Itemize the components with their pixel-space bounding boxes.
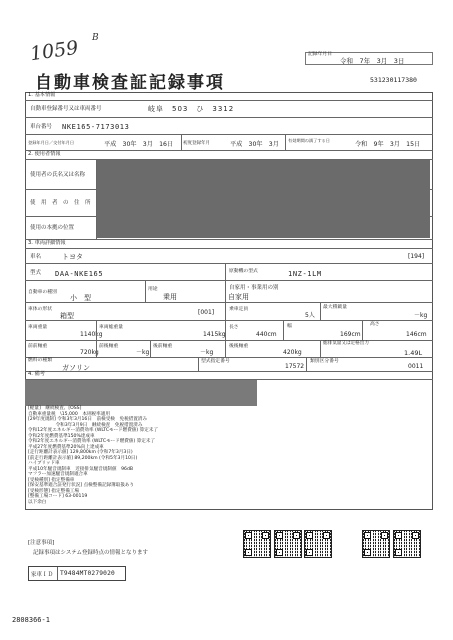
vin-label: 車台番号 <box>30 124 53 130</box>
qr-code-4 <box>362 530 390 558</box>
divider <box>25 248 433 249</box>
handwritten-b: B <box>92 33 99 43</box>
rear-rear-axle-value: 420kg <box>283 349 302 356</box>
fuel-label: 燃料の種類 <box>28 358 52 363</box>
maker-code: [194] <box>408 253 425 260</box>
remark-line: [前走行距離計表示値] 89,200km (令和5年3月10日) <box>28 455 138 461</box>
record-date-label: 記録年月日 <box>308 52 332 57</box>
height-value: 146cm <box>406 331 427 338</box>
record-date-value: 令和 7年 3月 3日 <box>340 57 405 65</box>
displacement-value: 1.49L <box>404 349 423 357</box>
category-number-value: 0011 <box>408 363 424 370</box>
fuel-value: ガソリン <box>62 364 90 372</box>
height-label: 高さ <box>370 322 380 327</box>
first-reg-label: 登録年月日／交付年月日 <box>28 140 75 145</box>
first-reg-short-label: 初度登録年月 <box>183 141 210 146</box>
remarks-list <box>28 406 258 505</box>
user-info-redaction <box>97 160 430 238</box>
handwritten-id: 1059 <box>28 36 80 66</box>
base-location-label: 使用の本拠の位置 <box>30 225 75 231</box>
divider <box>362 320 363 340</box>
purpose-label: 自家用・事業用の別 <box>229 285 279 291</box>
remark-line: ハイブリッド車 <box>28 461 60 466</box>
front-rear-axle-value: －kg <box>136 349 150 356</box>
category-number-label: 類別区分番号 <box>310 359 339 364</box>
divider <box>96 320 97 340</box>
remark-line: [受検形態] 指定整備工場 <box>28 488 79 494</box>
width-label: 幅 <box>287 324 292 329</box>
max-load-label: 最大積載量 <box>323 305 347 310</box>
divider <box>57 567 58 580</box>
engine-label: 原動機の型式 <box>229 269 258 274</box>
qr-code-5 <box>393 530 421 558</box>
plate-value: 岐阜 503 ひ 3312 <box>148 105 235 113</box>
remark-line: 令和2年度エネルギー消費効率 (WLTCモード燃費値) 算定未了 <box>28 439 156 444</box>
divider <box>25 134 433 135</box>
expiry-value: 令和 9年 3月 15日 <box>355 141 421 148</box>
device-id-box <box>28 566 126 581</box>
divider <box>25 150 433 151</box>
capacity-value: 5人 <box>305 312 315 319</box>
kind-label: 自動車の種別 <box>28 290 57 295</box>
remark-line: [保安基準適合証発行状況] 点検整備記録簿取扱あり <box>28 483 135 488</box>
shape-label: 車体の形状 <box>28 307 52 312</box>
purpose-value: 自家用 <box>228 293 249 301</box>
divider <box>181 134 182 150</box>
divider <box>320 302 321 320</box>
front-axle-label: 前前軸重 <box>28 344 48 349</box>
front-rear-axle-label: 前後軸重 <box>99 344 119 349</box>
width-value: 169cm <box>340 331 361 338</box>
device-id-value: T9484MT0279020 <box>60 570 115 577</box>
section-2-header: 2. 使用者情報 <box>28 151 61 157</box>
remark-line: 平成27年度燃費基準20%向上達成車 <box>28 444 104 450</box>
model-value: DAA-NKE165 <box>55 270 104 278</box>
divider <box>25 117 433 118</box>
notice-header: [注意事項] <box>28 540 55 546</box>
qr-code-3 <box>304 530 332 558</box>
weight-value: 1140kg <box>80 331 103 338</box>
divider <box>285 134 286 150</box>
maker-value: トヨタ <box>62 253 83 261</box>
first-reg-value: 平成 30年 3月 16日 <box>104 141 174 148</box>
type-number-value: 17572 <box>285 363 305 370</box>
qr-code-2 <box>274 530 302 558</box>
max-load-value: －kg <box>414 312 428 319</box>
divider <box>25 263 433 264</box>
remark-line: [受検種別] 指定整備車 <box>28 477 75 483</box>
divider <box>198 357 199 371</box>
divider <box>306 357 307 371</box>
use-value: 乗用 <box>163 293 177 301</box>
document-number: 531230117380 <box>370 76 417 84</box>
rear-front-axle-value: －kg <box>200 349 214 356</box>
displacement-label: 総排気量又は定格出力 <box>323 341 369 346</box>
capacity-label: 乗車定員 <box>229 307 249 312</box>
front-axle-value: 720kg <box>80 349 99 356</box>
section-1-header: 1. 基本情報 <box>28 92 56 98</box>
model-label: 型式 <box>30 270 42 276</box>
weight-label: 車両重量 <box>28 325 48 330</box>
qr-code-1 <box>243 530 271 558</box>
divider <box>225 263 226 280</box>
notice-text: 記録事項はシステム登録時点の情報となります <box>33 550 148 556</box>
kind-value: 小 型 <box>70 294 91 302</box>
remark-line: [軽量] 継続検査、[OSS] <box>28 406 82 411</box>
rear-front-axle-label: 後前軸重 <box>153 344 173 349</box>
length-label: 長さ <box>229 325 239 330</box>
footer-code: 2808366-1 <box>12 616 50 624</box>
engine-value: 1NZ-1LM <box>288 270 322 278</box>
device-id-label: 家車ＩＤ <box>31 572 54 578</box>
divider <box>225 280 226 302</box>
shape-value: 箱型 <box>60 312 74 320</box>
divider <box>25 100 433 101</box>
divider <box>225 320 226 340</box>
user-address-label: 使 用 者 の 住 所 <box>30 200 91 206</box>
record-date-box <box>305 52 433 65</box>
divider <box>25 302 433 303</box>
use-label: 用途 <box>148 287 158 292</box>
divider <box>25 371 433 372</box>
vin-value: NKE165-7173013 <box>62 123 130 131</box>
section-3-header: 3. 車両詳細情報 <box>28 240 66 246</box>
divider <box>225 302 226 320</box>
divider <box>150 340 151 357</box>
divider <box>25 357 433 358</box>
length-value: 440cm <box>256 331 277 338</box>
remark-line: マフラー加速騒音規制適合車 <box>28 472 88 477</box>
divider <box>25 340 433 341</box>
first-reg-short-value: 平成 30年 3月 <box>230 141 279 148</box>
divider <box>96 340 97 357</box>
remark-line: 令和2年度燃費基準150%達成車 <box>28 433 95 439</box>
type-number-label: 型式指定番号 <box>201 359 230 364</box>
remark-line: 自動車重量税 \15,000 本則税率適用 <box>28 411 110 417</box>
remark-line: [走行距離計表示値] 129,800km (令和7年3月3日) <box>28 450 133 455</box>
remark-line: 令和12年度エネルギー消費効率 (WLTCモード燃費値) 算定未了 <box>28 428 159 433</box>
divider <box>225 340 226 357</box>
divider <box>320 340 321 357</box>
gross-weight-label: 車両総重量 <box>99 325 123 330</box>
divider <box>25 320 433 321</box>
expiry-label: 有効期間の満了する日 <box>288 138 330 143</box>
divider <box>25 280 433 281</box>
remarks-redaction <box>25 380 257 406</box>
rear-rear-axle-label: 後後軸重 <box>229 344 249 349</box>
gross-weight-value: 1415kg <box>203 331 226 338</box>
maker-label: 車名 <box>30 254 42 260</box>
page-title: 自動車検査証記録事項 <box>35 73 225 93</box>
remark-line: 平成10年騒音規制車 近接排気騒音規制値 96dB <box>28 466 134 472</box>
remark-line: [29年度規制] 令和3年3月16日 前検受検 免税措置済み <box>28 417 148 422</box>
remark-line: 以下余白 <box>28 499 47 505</box>
section-4-header: 4. 備考 <box>28 371 45 377</box>
divider <box>283 320 284 340</box>
remark-line: [整備工場コード] 63-00119 <box>28 494 88 499</box>
divider <box>145 280 146 302</box>
remark-line: 令和3年3月9日 継続検査 免税措置済み <box>28 422 143 428</box>
user-name-label: 使用者の氏名又は名称 <box>30 172 86 178</box>
plate-label: 自動車登録番号又は車両番号 <box>30 106 102 112</box>
shape-code: [001] <box>198 309 215 316</box>
divider <box>25 239 433 240</box>
